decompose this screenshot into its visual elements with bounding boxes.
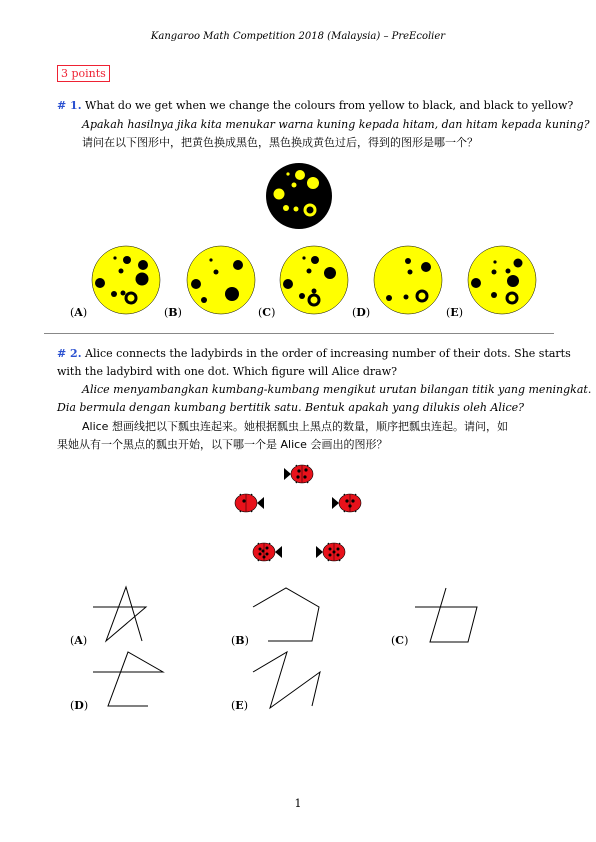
reference-spot [295, 170, 305, 180]
reference-spot [292, 183, 297, 188]
q2-text-zh-1: Alice 想画线把以下瓢虫连起来。她根据瓢虫上黑点的数量，顺序把瓢虫连起。请问，如 [82, 420, 508, 433]
q2-text-en-1 [57, 345, 571, 362]
q2-text-en-2: with the ladybird with one dot. Which figure will Alice draw? [57, 365, 398, 378]
ladybird-bottom-left [253, 543, 282, 561]
reference-spot-hole [307, 207, 314, 214]
page-header: Kangaroo Math Competition 2018 (Malaysia) – PreEcolier [150, 31, 446, 42]
q1-option-a-figure[interactable] [90, 246, 162, 314]
q1-option-b-label[interactable]: (B) [164, 306, 182, 319]
ladybird-left [235, 494, 264, 512]
q1-option-e-label[interactable]: (E) [446, 306, 463, 319]
q1-text-zh: 请问在以下图形中，把黄色换成黑色，黑色换成黄色过后，得到的图形是哪一个？ [82, 136, 478, 149]
q1-option-e-figure[interactable] [466, 246, 538, 314]
q2-text-zh-2: 果她从有一个黑点的瓢虫开始，以下哪一个是 Alice 会画出的图形？ [57, 438, 388, 451]
q1-option-c-figure[interactable] [278, 246, 350, 314]
ladybird-right [332, 494, 361, 512]
q1-option-c-label[interactable]: (C) [258, 306, 276, 319]
q2-option-e-figure[interactable] [250, 648, 330, 710]
q2-number: # 2. [57, 347, 82, 360]
q2-option-b-label[interactable]: (B) [231, 634, 249, 647]
q1-option-a-label[interactable]: (A) [70, 306, 88, 319]
reference-spot [283, 205, 289, 211]
q1-number: # 1. [57, 99, 82, 112]
q2-text-ms-2: Dia bermula dengan kumbang bertitik satu. Bentuk apakah yang dilukis oleh Alice? [57, 401, 525, 414]
ladybird-top [284, 465, 313, 483]
reference-spot [294, 207, 299, 212]
q1-option-d-label[interactable]: (D) [352, 306, 371, 319]
q1-text-en [57, 97, 573, 114]
reference-spot [286, 172, 289, 175]
page-number: 1 [294, 797, 302, 810]
question-divider [44, 333, 554, 334]
q2-english-1: Alice connects the ladybirds in the order of increasing number of their dots. She starts [85, 347, 571, 360]
q2-option-a-label[interactable]: (A) [70, 634, 88, 647]
q2-option-c-label[interactable]: (C) [391, 634, 409, 647]
q1-option-b-figure[interactable] [185, 246, 257, 314]
q1-reference-figure [263, 162, 335, 230]
q2-option-b-figure[interactable] [250, 585, 330, 645]
reference-spot [274, 189, 285, 200]
ladybird-bottom-right [316, 543, 345, 561]
q1-option-d-figure[interactable] [372, 246, 444, 314]
q2-text-ms-1: Alice menyambangkan kumbang-kumbang mengikut urutan bilangan titik yang meningkat. [82, 383, 592, 396]
q2-option-d-figure[interactable] [90, 648, 170, 710]
q2-option-c-figure[interactable] [412, 585, 492, 645]
q2-option-a-figure[interactable] [90, 585, 160, 645]
ladybird-figure [230, 460, 370, 570]
reference-spot [307, 177, 319, 189]
q2-option-e-label[interactable]: (E) [231, 699, 248, 712]
q2-option-d-label[interactable]: (D) [70, 699, 89, 712]
points-badge: 3 points [57, 65, 110, 82]
q1-english: What do we get when we change the colours from yellow to black, and black to yellow? [85, 99, 574, 112]
q1-text-ms: Apakah hasilnya jika kita menukar warna kuning kepada hitam, dan hitam kepada kuning? [82, 118, 590, 131]
